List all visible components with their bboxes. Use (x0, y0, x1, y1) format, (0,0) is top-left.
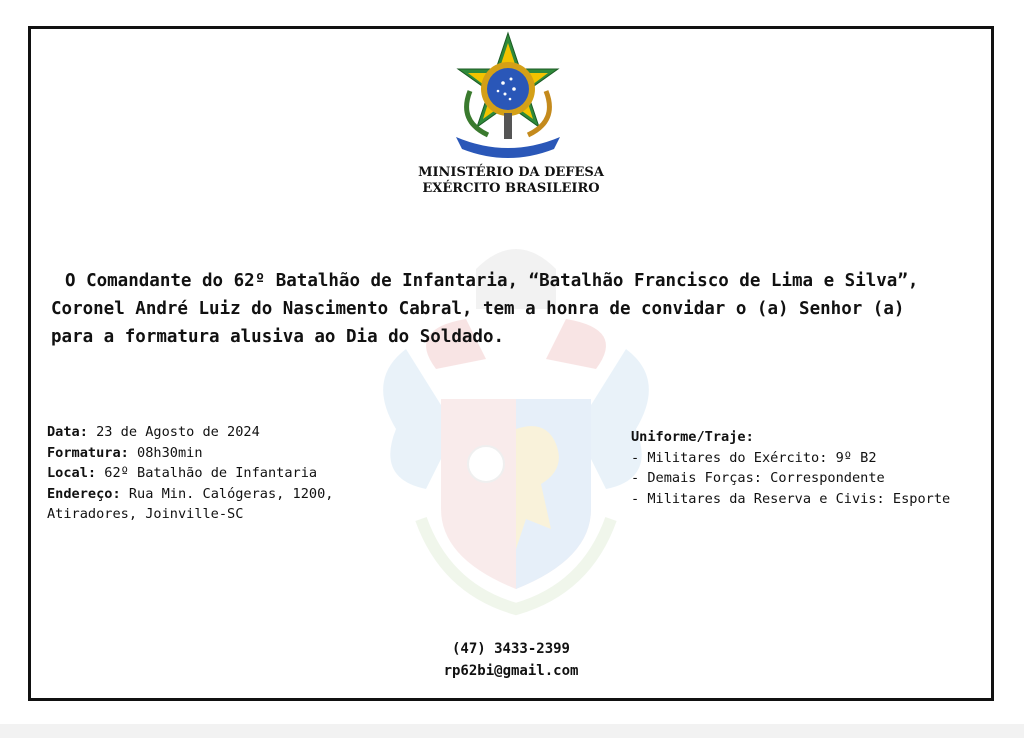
event-date (47, 422, 407, 443)
place-label: Local: (47, 465, 97, 481)
brazil-coat-of-arms-icon (448, 31, 568, 159)
contact-phone: (47) 3433-2399 (451, 641, 570, 657)
ministry-heading (31, 165, 991, 197)
time-value: 08h30min (137, 444, 203, 461)
invitation-frame (28, 26, 994, 701)
event-details (47, 422, 407, 525)
place-value: 62º Batalhão de Infantaria (104, 465, 318, 481)
address-value-line-1: Rua Min. Calógeras, 1200, (128, 485, 334, 502)
date-label: Data: (47, 424, 88, 440)
invitation-text (51, 267, 981, 351)
uniform-item: - Demais Forças: Correspondente (631, 470, 885, 486)
uniform-details (631, 427, 991, 509)
uniform-title: Uniforme/Traje: (631, 429, 754, 445)
invitation-line-2: Coronel André Luiz do Nascimento Cabral, tem a honra de convidar o (a) Senhor (a) (51, 299, 905, 319)
contact-info (31, 638, 991, 682)
uniform-item: - Militares da Reserva e Civis: Esporte (631, 490, 951, 507)
date-value: 23 de Agosto de 2024 (96, 424, 260, 440)
uniform-item: - Militares do Exército: 9º B2 (631, 449, 877, 466)
event-address (47, 484, 407, 505)
address-value-line-2: Atiradores, Joinville-SC (47, 506, 244, 522)
address-label: Endereço: (47, 485, 121, 502)
ministry-line: MINISTÉRIO DA DEFESA (418, 165, 604, 180)
contact-email: rp62bi@gmail.com (443, 663, 579, 679)
time-label: Formatura: (47, 444, 129, 461)
event-place (47, 463, 407, 484)
invitation-line-1: O Comandante do 62º Batalhão de Infantaria, “Batalhão Francisco de Lima e Silva”, (65, 271, 919, 291)
event-time (47, 443, 407, 464)
army-line: EXÉRCITO BRASILEIRO (422, 181, 600, 196)
invitation-line-3: para a formatura alusiva ao Dia do Soldado. (51, 327, 505, 347)
